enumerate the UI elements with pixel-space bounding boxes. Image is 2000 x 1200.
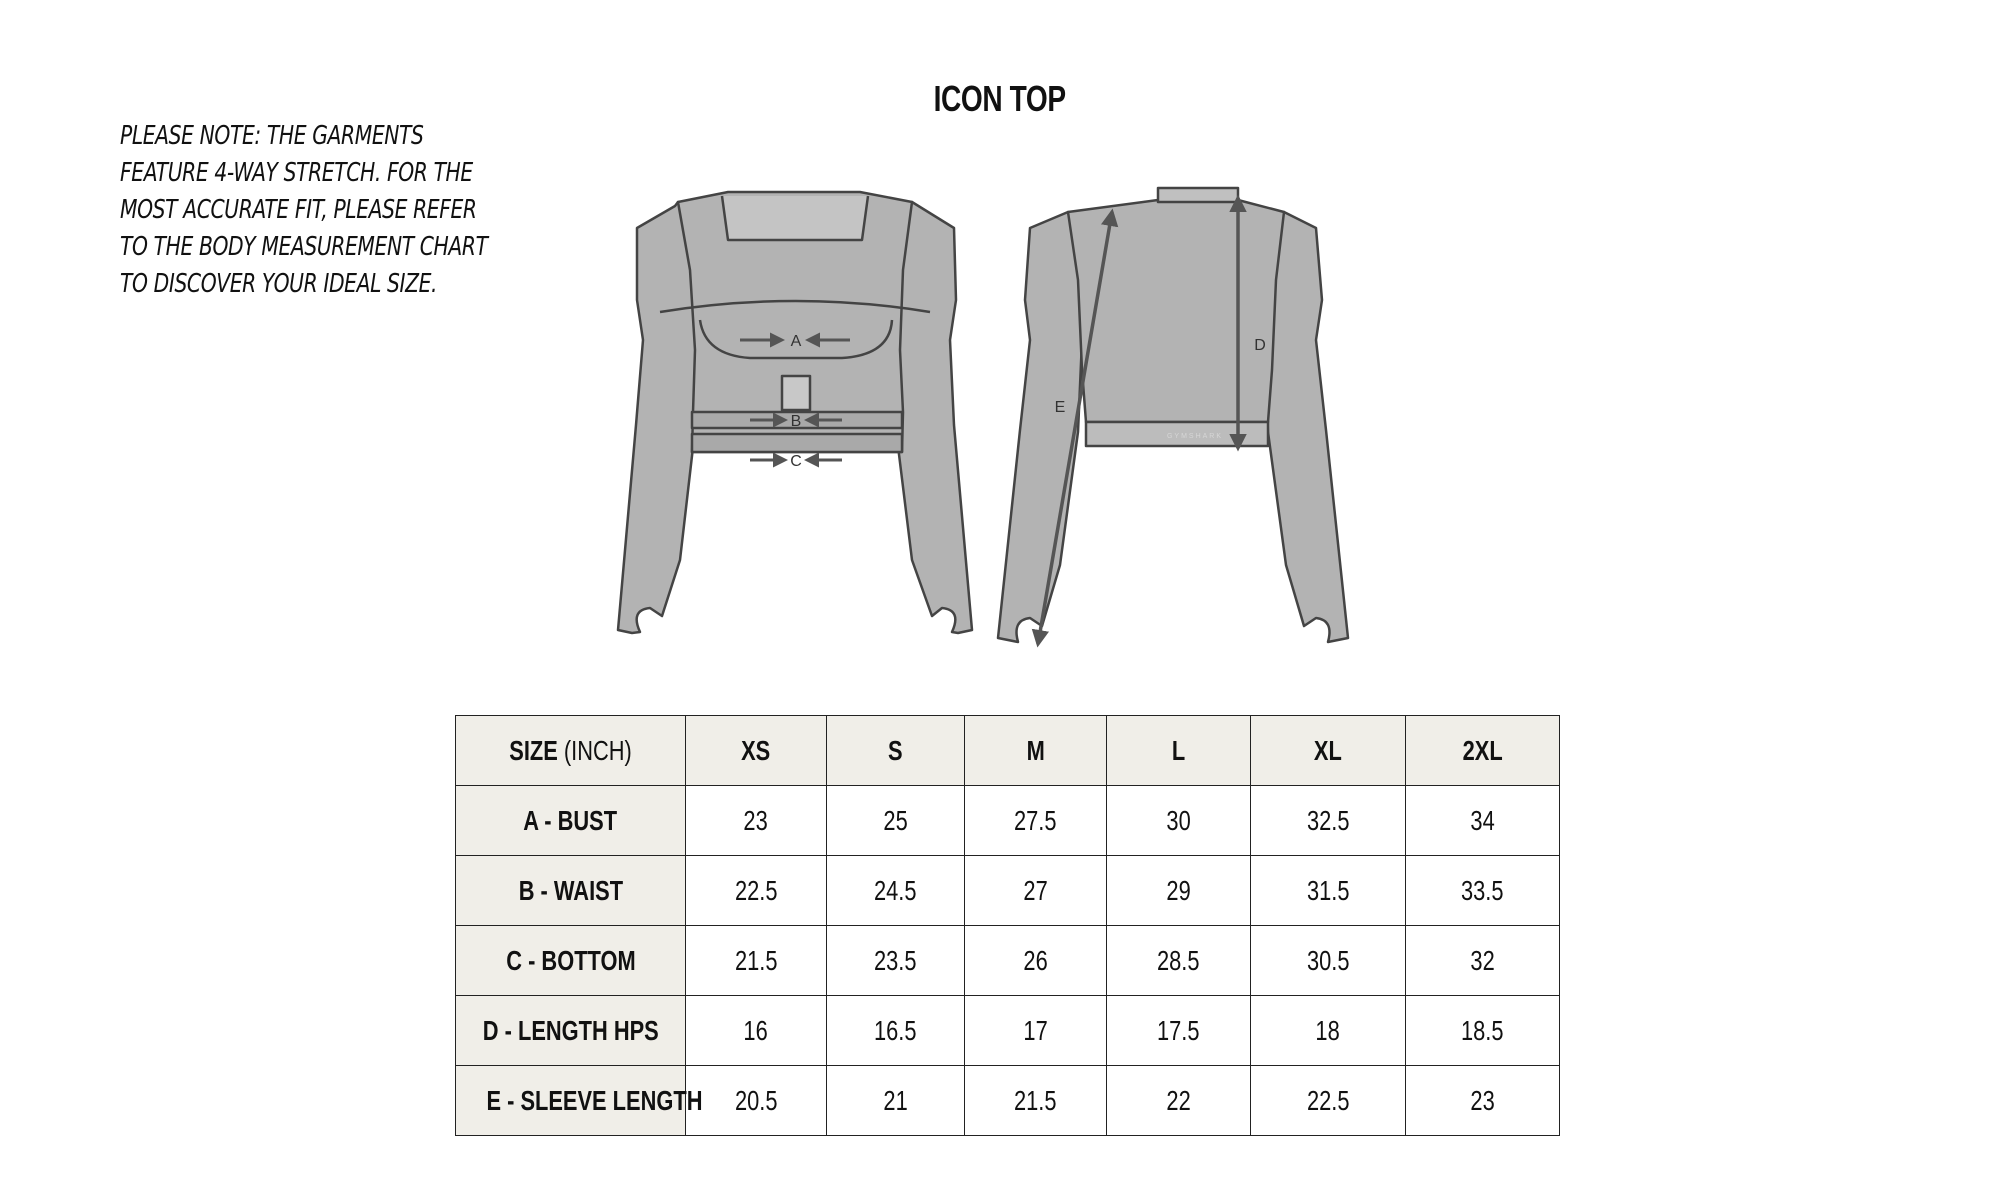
back-left-sleeve (998, 212, 1084, 642)
table-cell: 29 (1107, 856, 1251, 926)
table-cell: 26 (965, 926, 1107, 996)
fit-note-line: FEATURE 4-WAY STRETCH. FOR THE (120, 158, 473, 188)
size-chart-table (455, 715, 1560, 1136)
table-cell: 23 (1406, 1066, 1560, 1136)
fit-note-line: PLEASE NOTE: THE GARMENTS (120, 121, 424, 151)
fit-note (120, 118, 488, 303)
header-size-s: S (827, 716, 965, 786)
label-e: E (1054, 399, 1066, 416)
front-band-2 (692, 434, 902, 452)
table-cell: 22.5 (1251, 1066, 1406, 1136)
table-cell: 30.5 (1251, 926, 1406, 996)
table-cell: 21 (827, 1066, 965, 1136)
back-body (1068, 200, 1284, 422)
table-cell: 34 (1406, 786, 1560, 856)
table-cell: 17.5 (1107, 996, 1251, 1066)
label-a: A (790, 333, 802, 350)
label-b: B (790, 413, 802, 430)
hem-text: GYMSHARK (1166, 433, 1224, 440)
fit-note-line: MOST ACCURATE FIT, PLEASE REFER (120, 195, 477, 225)
table-row (456, 1066, 1560, 1136)
table-cell: 30 (1107, 786, 1251, 856)
table-cell: 31.5 (1251, 856, 1406, 926)
row-label: B - WAIST (456, 856, 686, 926)
garment-diagram (600, 170, 1400, 680)
table-cell: 18.5 (1406, 996, 1560, 1066)
table-row (456, 856, 1560, 926)
table-cell: 25 (827, 786, 965, 856)
front-neckline (722, 196, 868, 240)
table-cell: 27 (965, 856, 1107, 926)
row-label: C - BOTTOM (456, 926, 686, 996)
header-size-2xl: 2XL (1406, 716, 1560, 786)
row-label: D - LENGTH HPS (456, 996, 686, 1066)
table-cell: 20.5 (686, 1066, 827, 1136)
table-row (456, 786, 1560, 856)
label-d: D (1254, 337, 1266, 354)
table-cell: 28.5 (1107, 926, 1251, 996)
table-row (456, 996, 1560, 1066)
header-size-xs: XS (686, 716, 827, 786)
table-cell: 27.5 (965, 786, 1107, 856)
table-cell: 32.5 (1251, 786, 1406, 856)
header-size-label: SIZE (INCH) (456, 716, 686, 786)
front-ring (782, 376, 810, 410)
header-size-m: M (965, 716, 1107, 786)
table-cell: 32 (1406, 926, 1560, 996)
table-cell: 23 (686, 786, 827, 856)
table-cell: 22 (1107, 1066, 1251, 1136)
fit-note-line: TO DISCOVER YOUR IDEAL SIZE. (120, 269, 438, 299)
back-collar (1158, 188, 1238, 202)
row-label: A - BUST (456, 786, 686, 856)
fit-note-line: TO THE BODY MEASUREMENT CHART (120, 232, 488, 262)
header-size-l: L (1107, 716, 1251, 786)
row-label: E - SLEEVE LENGTH (456, 1066, 686, 1136)
table-cell: 16 (686, 996, 827, 1066)
product-title: ICON TOP (933, 78, 1067, 119)
table-cell: 22.5 (686, 856, 827, 926)
table-cell: 16.5 (827, 996, 965, 1066)
table-header-row (456, 716, 1560, 786)
table-cell: 33.5 (1406, 856, 1560, 926)
label-c: C (790, 453, 802, 470)
table-cell: 18 (1251, 996, 1406, 1066)
header-size-xl: XL (1251, 716, 1406, 786)
table-row (456, 926, 1560, 996)
table-cell: 23.5 (827, 926, 965, 996)
table-cell: 21.5 (686, 926, 827, 996)
table-cell: 24.5 (827, 856, 965, 926)
table-cell: 17 (965, 996, 1107, 1066)
table-cell: 21.5 (965, 1066, 1107, 1136)
